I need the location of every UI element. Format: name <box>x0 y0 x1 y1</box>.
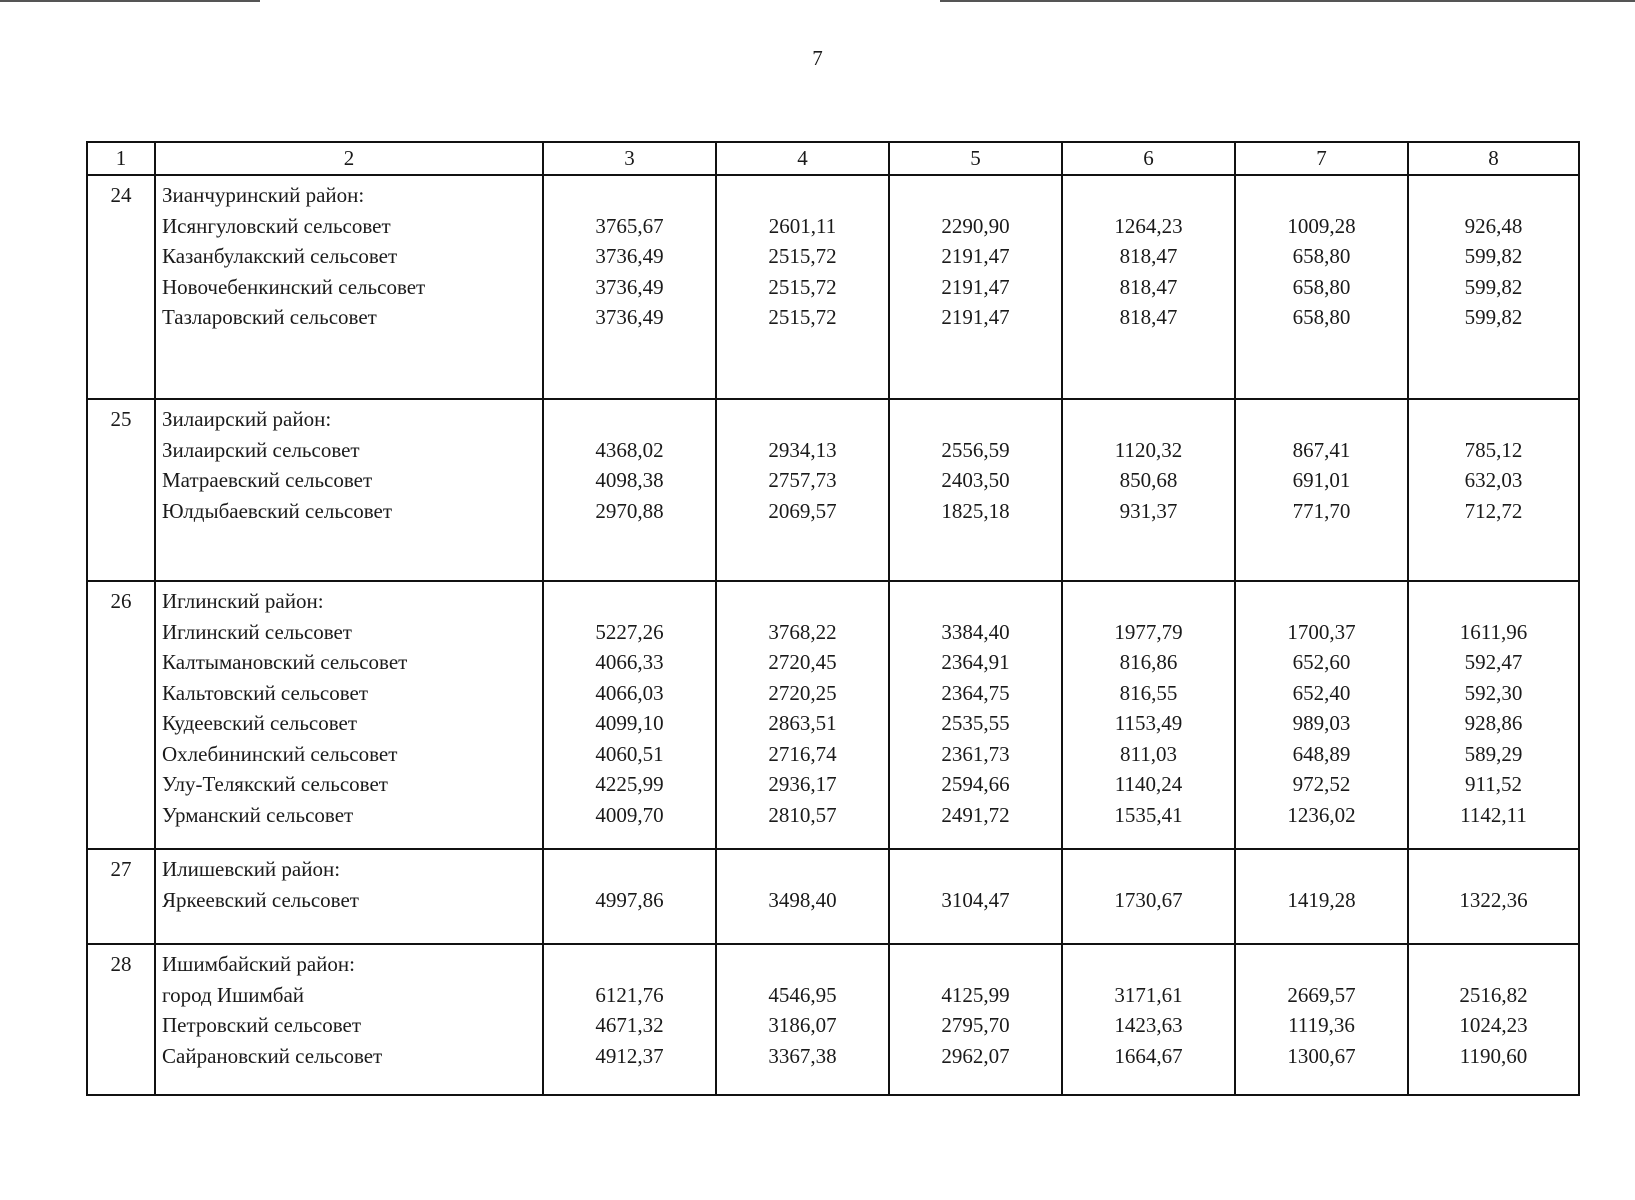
tariff-value: 2191,47 <box>941 274 1010 299</box>
district-group-row <box>87 581 1579 849</box>
value-cell-col-3 <box>543 849 716 944</box>
district-group-row <box>87 944 1579 1095</box>
tariff-value: 2757,73 <box>768 468 837 492</box>
district-row-spacer <box>1063 854 1234 885</box>
tariff-value: 2191,47 <box>941 305 1010 329</box>
district-row-spacer <box>717 854 888 885</box>
tariff-value: 818,47 <box>1119 274 1178 299</box>
settlement-name: город Ишимбай <box>162 982 305 1007</box>
value-cell-col-7 <box>1235 944 1408 1095</box>
tariff-value: 2361,73 <box>941 741 1010 766</box>
tariff-value: 3104,47 <box>941 887 1010 912</box>
tariff-value: 691,01 <box>1292 468 1351 492</box>
value-cell-col-3 <box>543 399 716 581</box>
tariff-value: 4368,02 <box>595 437 664 462</box>
district-row-spacer <box>890 949 1061 980</box>
settlement-names-cell <box>155 581 543 849</box>
tariff-value: 599,82 <box>1464 274 1523 299</box>
tariff-value: 1140,24 <box>1114 772 1183 796</box>
district-row-spacer <box>1063 180 1234 211</box>
tariff-value: 1322,36 <box>1459 887 1528 912</box>
tariff-value: 3384,40 <box>941 619 1010 644</box>
district-row-spacer <box>1236 404 1407 435</box>
tariff-value: 2556,59 <box>941 437 1010 462</box>
settlement-name: Казанбулакский сельсовет <box>162 244 398 268</box>
settlement-name: Урманский сельсовет <box>162 802 354 827</box>
tariff-value: 926,48 <box>1464 213 1523 238</box>
tariff-value: 2403,50 <box>941 468 1010 492</box>
district-row-spacer <box>1236 586 1407 617</box>
settlement-names-cell <box>155 399 543 581</box>
tariff-value: 658,80 <box>1292 244 1351 268</box>
tariff-value: 632,03 <box>1464 468 1523 492</box>
tariff-value: 3765,67 <box>595 213 664 238</box>
settlement-name: Кальтовский сельсовет <box>162 680 369 705</box>
district-row-spacer <box>1409 404 1578 435</box>
tariff-value: 2863,51 <box>768 711 837 735</box>
tariff-value: 989,03 <box>1292 711 1351 735</box>
tariff-value: 2290,90 <box>941 213 1010 238</box>
district-name: Илишевский район: <box>162 857 341 881</box>
settlement-name: Исянгуловский сельсовет <box>162 213 391 238</box>
settlement-name: Кудеевский сельсовет <box>162 711 358 735</box>
value-cell-col-4 <box>716 944 889 1095</box>
district-name: Зилаирский район: <box>162 407 332 431</box>
tariff-value: 4912,37 <box>595 1043 664 1068</box>
tariff-value: 2970,88 <box>595 498 664 523</box>
tariff-value: 1664,67 <box>1114 1043 1183 1068</box>
tariff-value: 1120,32 <box>1114 437 1183 462</box>
column-header-3: 3 <box>543 142 716 175</box>
tariff-value: 652,60 <box>1292 650 1351 674</box>
tariff-value: 712,72 <box>1464 498 1523 523</box>
row-number-cell <box>87 399 155 581</box>
value-cell-col-7 <box>1235 581 1408 849</box>
table-body <box>87 175 1579 1095</box>
tariff-value: 4671,32 <box>595 1013 664 1037</box>
district-row-spacer <box>717 404 888 435</box>
district-group-row <box>87 399 1579 581</box>
tariff-value: 785,12 <box>1464 437 1523 462</box>
tariff-value: 1611,96 <box>1459 619 1528 644</box>
tariff-value: 4009,70 <box>595 802 664 827</box>
district-name: Иглинский район: <box>162 589 324 613</box>
tariff-value: 3367,38 <box>768 1043 837 1068</box>
tariff-value: 2515,72 <box>768 244 837 268</box>
settlement-name: Иглинский сельсовет <box>162 619 352 644</box>
tariff-value: 816,86 <box>1119 650 1178 674</box>
tariff-value: 592,30 <box>1464 680 1523 705</box>
district-row-spacer <box>890 854 1061 885</box>
district-row-spacer <box>717 949 888 980</box>
value-cell-col-3 <box>543 175 716 399</box>
district-row-spacer <box>1236 854 1407 885</box>
column-header-8: 8 <box>1408 142 1579 175</box>
row-number: 24 <box>110 183 132 207</box>
value-cell-col-4 <box>716 399 889 581</box>
value-cell-col-4 <box>716 849 889 944</box>
tariff-value: 2720,25 <box>768 680 837 705</box>
tariff-value: 4098,38 <box>595 468 664 492</box>
tariff-value: 1024,23 <box>1459 1013 1528 1037</box>
settlement-names-cell <box>155 849 543 944</box>
tariff-value: 2669,57 <box>1287 982 1356 1007</box>
tariff-value: 816,55 <box>1119 680 1178 705</box>
row-number-cell <box>87 581 155 849</box>
tariff-value: 4997,86 <box>595 887 664 912</box>
tariff-value: 2491,72 <box>941 802 1010 827</box>
district-row-spacer <box>1063 404 1234 435</box>
district-row-spacer <box>1063 586 1234 617</box>
tariff-value: 592,47 <box>1464 650 1523 674</box>
value-cell-col-6 <box>1062 849 1235 944</box>
tariff-value: 648,89 <box>1292 741 1351 766</box>
row-number: 28 <box>110 952 132 976</box>
row-number-cell <box>87 944 155 1095</box>
tariff-value: 3171,61 <box>1114 982 1183 1007</box>
tariff-value: 2594,66 <box>941 772 1010 796</box>
settlement-name: Петровский сельсовет <box>162 1013 362 1037</box>
district-row-spacer <box>544 180 715 211</box>
tariff-value: 4066,33 <box>595 650 664 674</box>
value-cell-col-8 <box>1408 175 1579 399</box>
value-cell-col-4 <box>716 175 889 399</box>
value-cell-col-6 <box>1062 175 1235 399</box>
tariff-value: 3768,22 <box>768 619 837 644</box>
tariff-value: 1300,67 <box>1287 1043 1356 1068</box>
column-header-2: 2 <box>155 142 543 175</box>
settlement-name: Юлдыбаевский сельсовет <box>162 498 393 523</box>
tariff-value: 2191,47 <box>941 244 1010 268</box>
tariff-value: 5227,26 <box>595 619 664 644</box>
value-cell-col-5 <box>889 399 1062 581</box>
tariff-value: 818,47 <box>1119 305 1178 329</box>
value-cell-col-7 <box>1235 175 1408 399</box>
settlement-name: Новочебенкинский сельсовет <box>162 274 426 299</box>
district-name: Ишимбайский район: <box>162 952 355 976</box>
district-row-spacer <box>544 854 715 885</box>
district-row-spacer <box>717 180 888 211</box>
tariff-value: 2934,13 <box>768 437 837 462</box>
tariff-value: 1264,23 <box>1114 213 1183 238</box>
header-row <box>87 142 1579 175</box>
value-cell-col-8 <box>1408 849 1579 944</box>
page-number: 7 <box>812 46 823 70</box>
tariff-value: 771,70 <box>1292 498 1351 523</box>
tariff-value: 3736,49 <box>595 244 664 268</box>
tariff-value: 2515,72 <box>768 305 837 329</box>
tariff-value: 2516,82 <box>1459 982 1528 1007</box>
tariff-value: 2515,72 <box>768 274 837 299</box>
settlement-name: Охлебининский сельсовет <box>162 741 398 766</box>
settlement-names-cell <box>155 175 543 399</box>
tariff-value: 867,41 <box>1292 437 1351 462</box>
tariff-value: 6121,76 <box>595 982 664 1007</box>
district-row-spacer <box>890 180 1061 211</box>
row-number: 27 <box>110 857 132 881</box>
column-header-1: 1 <box>87 142 155 175</box>
tariff-value: 4546,95 <box>768 982 837 1007</box>
tariff-value: 1419,28 <box>1287 887 1356 912</box>
value-cell-col-5 <box>889 944 1062 1095</box>
district-row-spacer <box>1063 949 1234 980</box>
value-cell-col-8 <box>1408 581 1579 849</box>
settlement-name: Матраевский сельсовет <box>162 468 373 492</box>
tariff-value: 1535,41 <box>1114 802 1183 827</box>
value-cell-col-8 <box>1408 399 1579 581</box>
tariff-value: 599,82 <box>1464 244 1523 268</box>
row-number: 26 <box>110 589 132 613</box>
district-row-spacer <box>717 586 888 617</box>
settlement-name: Калтымановский сельсовет <box>162 650 408 674</box>
tariff-value: 2601,11 <box>768 213 837 238</box>
value-cell-col-6 <box>1062 944 1235 1095</box>
tariff-value: 931,37 <box>1119 498 1178 523</box>
district-row-spacer <box>1409 949 1578 980</box>
district-row-spacer <box>890 404 1061 435</box>
tariff-value: 2535,55 <box>941 711 1010 735</box>
settlement-names-cell <box>155 944 543 1095</box>
settlement-name: Сайрановский сельсовет <box>162 1043 383 1068</box>
tariff-value: 928,86 <box>1464 711 1523 735</box>
settlement-name: Улу-Телякский сельсовет <box>162 772 388 796</box>
value-cell-col-5 <box>889 175 1062 399</box>
tariff-value: 972,52 <box>1292 772 1351 796</box>
tariff-value: 818,47 <box>1119 244 1178 268</box>
district-row-spacer <box>1236 949 1407 980</box>
tariff-value: 811,03 <box>1120 741 1177 766</box>
value-cell-col-6 <box>1062 581 1235 849</box>
tariff-value: 1153,49 <box>1114 711 1183 735</box>
tariff-value: 2810,57 <box>768 802 837 827</box>
value-cell-col-3 <box>543 581 716 849</box>
tariff-value: 4066,03 <box>595 680 664 705</box>
settlement-name: Тазларовский сельсовет <box>162 305 377 329</box>
tariff-value: 1825,18 <box>941 498 1010 523</box>
tariff-value: 658,80 <box>1292 274 1351 299</box>
tariff-value: 3498,40 <box>768 887 837 912</box>
tariff-value: 2795,70 <box>941 1013 1010 1037</box>
column-header-4: 4 <box>716 142 889 175</box>
column-header-5: 5 <box>889 142 1062 175</box>
tariff-table <box>86 141 1580 1096</box>
tariff-value: 4060,51 <box>595 741 664 766</box>
value-cell-col-8 <box>1408 944 1579 1095</box>
district-row-spacer <box>1409 854 1578 885</box>
tariff-value: 1236,02 <box>1287 802 1356 827</box>
value-cell-col-4 <box>716 581 889 849</box>
tariff-value: 599,82 <box>1464 305 1523 329</box>
tariff-value: 3186,07 <box>768 1013 837 1037</box>
district-group-row <box>87 175 1579 399</box>
value-cell-col-5 <box>889 849 1062 944</box>
settlement-name: Зилаирский сельсовет <box>162 437 360 462</box>
row-number: 25 <box>110 407 132 431</box>
tariff-value: 2720,45 <box>768 650 837 674</box>
district-row-spacer <box>544 586 715 617</box>
district-row-spacer <box>890 586 1061 617</box>
tariff-value: 1009,28 <box>1287 213 1356 238</box>
tariff-value: 2364,91 <box>941 650 1010 674</box>
tariff-value: 1190,60 <box>1459 1043 1528 1068</box>
value-cell-col-7 <box>1235 849 1408 944</box>
row-number-cell <box>87 849 155 944</box>
tariff-value: 589,29 <box>1464 741 1523 766</box>
tariff-value: 1700,37 <box>1287 619 1356 644</box>
district-row-spacer <box>1409 180 1578 211</box>
tariff-value: 2716,74 <box>768 741 837 766</box>
tariff-value: 652,40 <box>1292 680 1351 705</box>
scan-edge-line-left <box>0 0 260 2</box>
tariff-value: 3736,49 <box>595 274 664 299</box>
tariff-value: 1142,11 <box>1460 802 1527 827</box>
column-header-7: 7 <box>1235 142 1408 175</box>
tariff-value: 850,68 <box>1119 468 1178 492</box>
tariff-value: 4225,99 <box>595 772 664 796</box>
value-cell-col-3 <box>543 944 716 1095</box>
settlement-name: Яркеевский сельсовет <box>162 887 359 912</box>
district-name: Зианчуринский район: <box>162 183 365 207</box>
scan-edge-line-right <box>940 0 1635 2</box>
district-row-spacer <box>544 404 715 435</box>
row-number-cell <box>87 175 155 399</box>
district-row-spacer <box>1409 586 1578 617</box>
district-row-spacer <box>1236 180 1407 211</box>
tariff-value: 4099,10 <box>595 711 664 735</box>
tariff-value: 658,80 <box>1292 305 1351 329</box>
tariff-value: 2936,17 <box>768 772 837 796</box>
district-row-spacer <box>544 949 715 980</box>
tariff-value: 4125,99 <box>941 982 1010 1007</box>
tariff-value: 3736,49 <box>595 305 664 329</box>
tariff-value: 911,52 <box>1465 772 1522 796</box>
tariff-value: 1977,79 <box>1114 619 1183 644</box>
tariff-value: 2962,07 <box>941 1043 1010 1068</box>
tariff-value: 1119,36 <box>1288 1013 1355 1037</box>
value-cell-col-6 <box>1062 399 1235 581</box>
value-cell-col-7 <box>1235 399 1408 581</box>
tariff-value: 1423,63 <box>1114 1013 1183 1037</box>
tariff-value: 2364,75 <box>941 680 1010 705</box>
column-header-6: 6 <box>1062 142 1235 175</box>
tariff-value: 2069,57 <box>768 498 837 523</box>
district-group-row <box>87 849 1579 944</box>
value-cell-col-5 <box>889 581 1062 849</box>
tariff-value: 1730,67 <box>1114 887 1183 912</box>
